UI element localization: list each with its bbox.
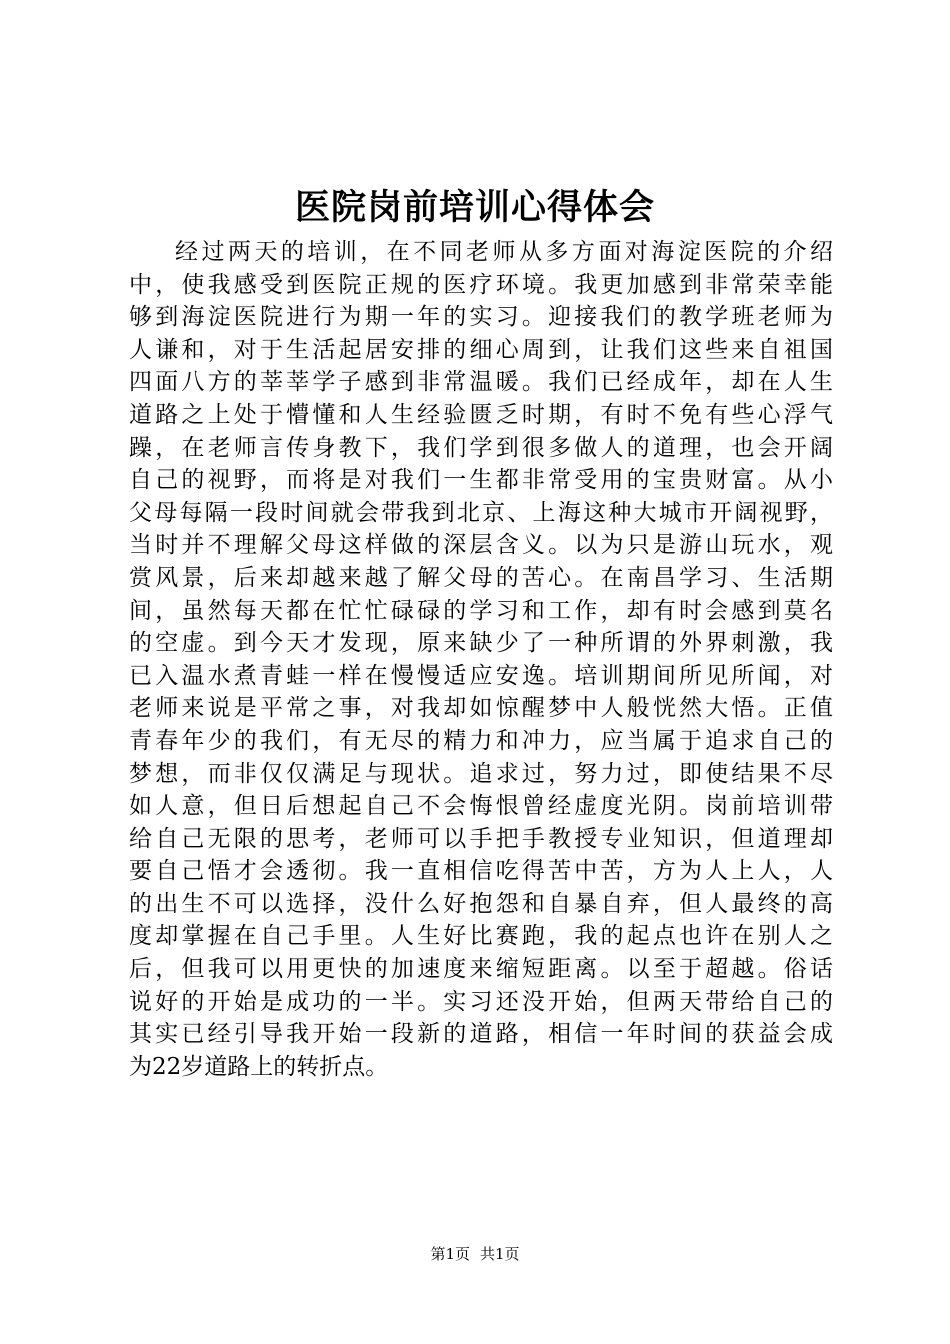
body-line: 的出生不可以选择，没什么好抱怨和自暴自弃，但人最终的高	[129, 890, 833, 917]
document-title: 医院岗前培训心得体会	[294, 187, 655, 228]
body-line: 给自己无限的思考，老师可以手把手教授专业知识，但道理却	[129, 825, 833, 852]
body-line: 当时并不理解父母这样做的深层含义。以为只是游山玩水，观	[129, 532, 833, 559]
body-line: 间，虽然每天都在忙忙碌碌的学习和工作，却有时会感到莫名	[129, 597, 833, 624]
body-line: 道路之上处于懵懂和人生经验匮乏时期，有时不免有些心浮气	[129, 401, 833, 428]
body-line: 其实已经引导我开始一段新的道路，相信一年时间的获益会成	[129, 1021, 833, 1048]
body-line: 要自己悟才会透彻。我一直相信吃得苦中苦，方为人上人，人	[129, 858, 833, 885]
body-line: 梦想，而非仅仅满足与现状。追求过，努力过，即使结果不尽	[129, 760, 833, 787]
body-line: 的空虚。到今天才发现，原来缺少了一种所谓的外界刺激，我	[129, 630, 833, 657]
body-line: 说好的开始是成功的一半。实习还没开始，但两天带给自己的	[129, 988, 833, 1015]
body-line: 青春年少的我们，有无尽的精力和冲力，应当属于追求自己的	[129, 727, 833, 754]
body-line: 后，但我可以用更快的加速度来缩短距离。以至于超越。俗话	[129, 956, 833, 983]
body-line: 赏风景，后来却越来越了解父母的苦心。在南昌学习、生活期	[129, 564, 833, 591]
body-line: 躁，在老师言传身教下，我们学到很多做人的道理，也会开阔	[129, 434, 833, 461]
body-line: 中，使我感受到医院正规的医疗环境。我更加感到非常荣幸能	[129, 271, 833, 298]
body-line: 人谦和，对于生活起居安排的细心周到，让我们这些来自祖国	[129, 336, 833, 363]
body-line: 自己的视野，而将是对我们一生都非常受用的宝贵财富。从小	[129, 467, 833, 494]
body-line: 老师来说是平常之事，对我却如惊醒梦中人般恍然大悟。正值	[129, 695, 833, 722]
page-footer	[0, 1244, 950, 1264]
document-body	[129, 236, 833, 1083]
body-line: 够到海淀医院进行为期一年的实习。迎接我们的教学班老师为	[129, 304, 833, 331]
body-line: 四面八方的莘莘学子感到非常温暖。我们已经成年，却在人生	[129, 369, 833, 396]
body-line: 如人意，但日后想起自己不会悔恨曾经虚度光阴。岗前培训带	[129, 793, 833, 820]
body-line: 经过两天的培训，在不同老师从多方面对海淀医院的介绍	[175, 239, 833, 265]
body-line: 为22岁道路上的转折点。	[129, 1053, 389, 1080]
page-number: 第1页	[430, 1245, 470, 1263]
body-line: 已入温水煮青蛙一样在慢慢适应安逸。培训期间所见所闻，对	[129, 662, 833, 689]
page-total: 共1页	[480, 1245, 520, 1263]
body-line: 度却掌握在自己手里。人生好比赛跑，我的起点也许在别人之	[129, 923, 833, 950]
body-line: 父母每隔一段时间就会带我到北京、上海这种大城市开阔视野，	[129, 499, 833, 526]
